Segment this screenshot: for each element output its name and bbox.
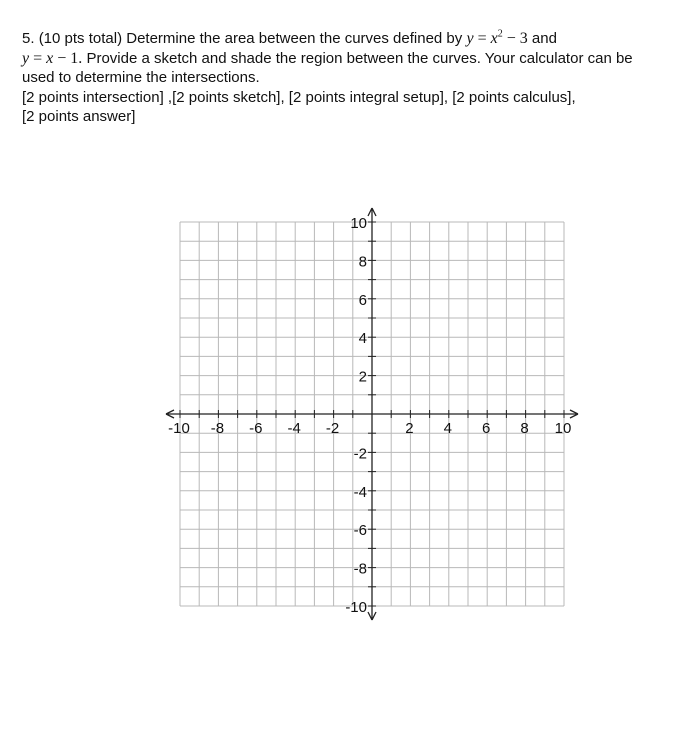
rubric-line-1: [2 points intersection] ,[2 points sketch], [2 points integral setup], [2 points calculus],: [22, 88, 576, 106]
x-tick-label: 2: [405, 420, 414, 437]
x-tick-label: 8: [520, 420, 529, 437]
y-tick-label: 4: [358, 330, 367, 348]
y-tick-label: 2: [358, 368, 367, 386]
y-tick-label: -8: [353, 560, 367, 578]
problem-number: 5.: [22, 30, 35, 47]
y-tick-label: 6: [358, 291, 367, 309]
problem-line-2: [22, 49, 662, 88]
x-tick-label: -8: [210, 420, 225, 437]
x-tick-label: 6: [482, 420, 491, 437]
y-tick-label: -10: [345, 599, 367, 616]
coordinate-grid: [150, 196, 600, 636]
instruction-text: Provide a sketch and shade the region between the curves. Your calculator can be used to determine the intersections.: [22, 49, 633, 86]
problem-statement: [22, 29, 662, 127]
curve-1-equation: $y = x^2 - 3$: [466, 28, 528, 47]
x-tick-label: -6: [249, 420, 263, 437]
problem-line-1: [22, 29, 662, 49]
points-total: (10 pts total): [38, 30, 123, 47]
y-tick-label: 8: [358, 253, 367, 271]
y-tick-label: -6: [353, 522, 367, 540]
x-tick-label: -4: [287, 420, 301, 437]
curve-2-equation: y = x − 1.: [22, 49, 83, 67]
x-tick-label: 4: [443, 420, 452, 437]
y-tick-label: -4: [353, 483, 367, 501]
problem-intro: Determine the area between the curves defined by: [126, 30, 463, 47]
and-word: and: [531, 30, 557, 47]
x-tick-label: -10: [168, 420, 190, 437]
rubric-line-2: [2 points answer]: [22, 108, 136, 125]
x-tick-label: 10: [554, 420, 572, 437]
y-tick-label: -2: [353, 445, 367, 463]
x-tick-label: -2: [325, 420, 340, 437]
y-tick-label: 10: [350, 215, 367, 232]
